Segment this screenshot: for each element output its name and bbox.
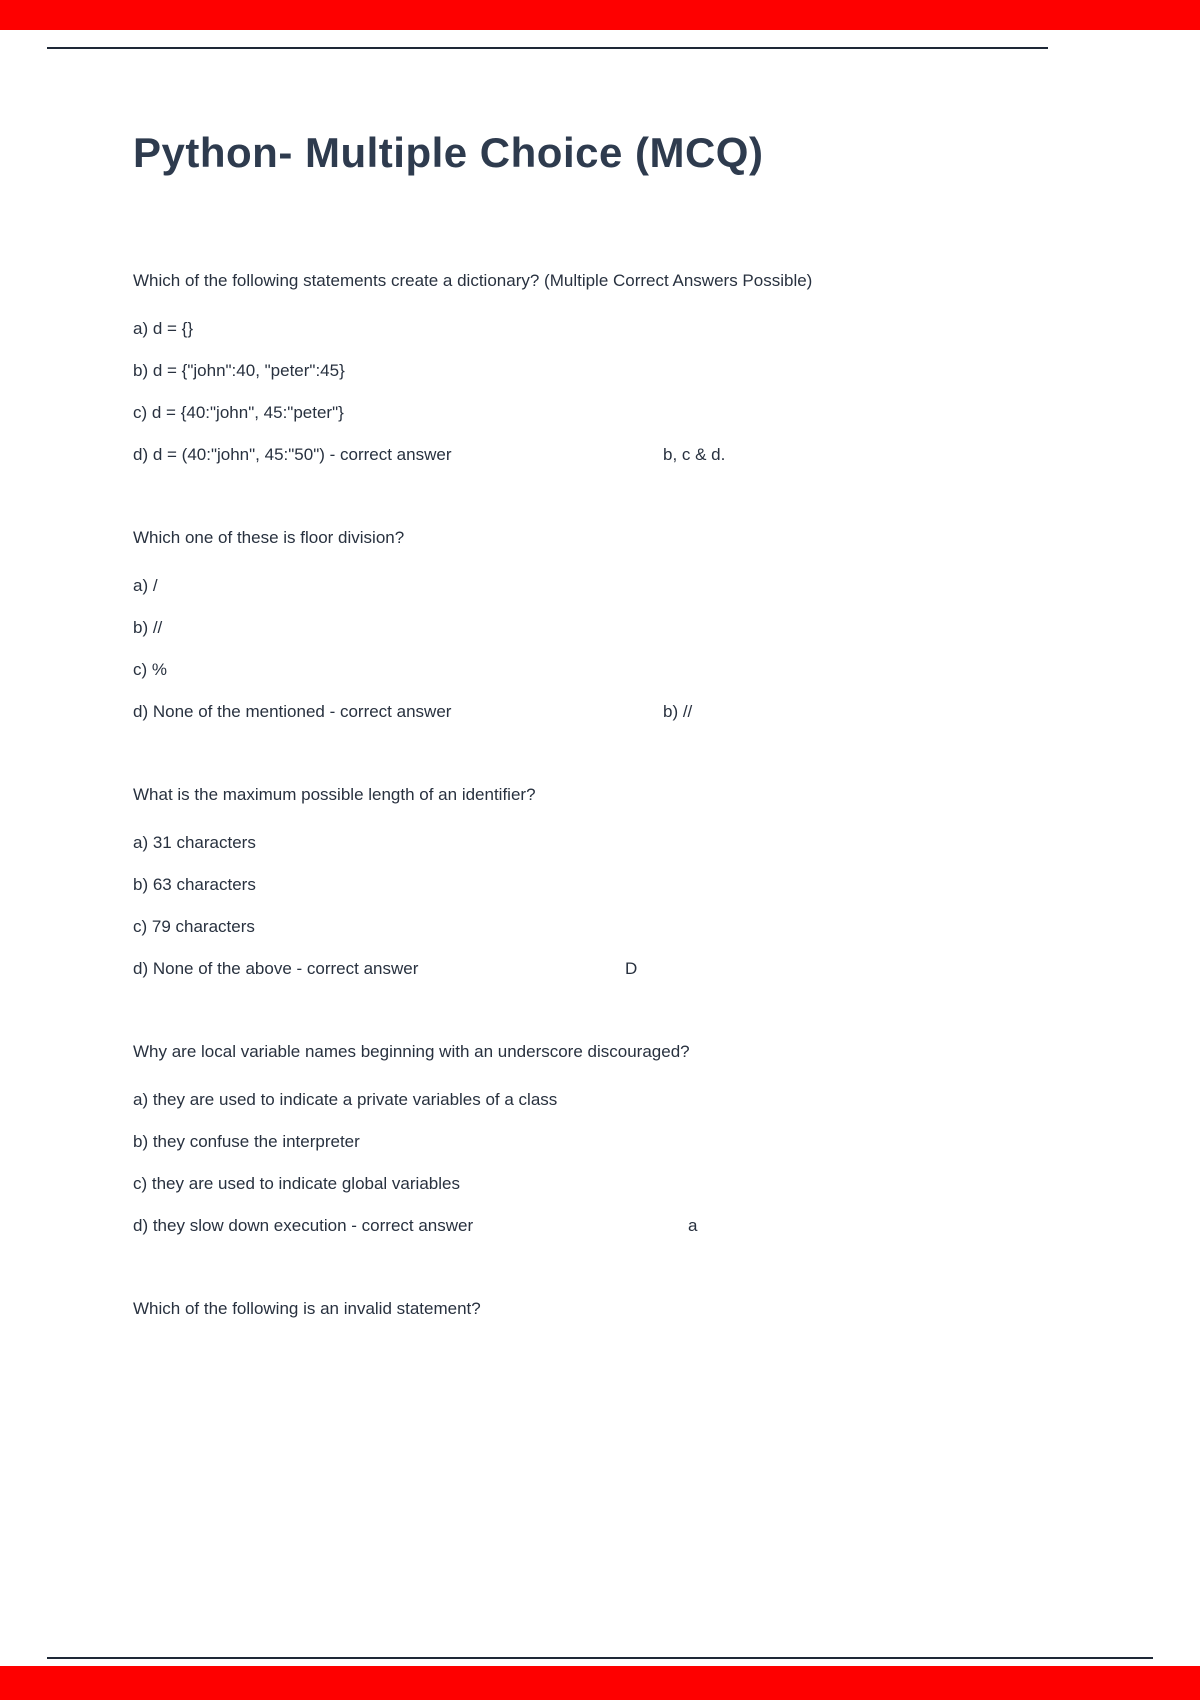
option-text: d) d = (40:"john", 45:"50") - correct answer xyxy=(133,445,452,464)
question-prompt: Which of the following is an invalid statement? xyxy=(133,1299,481,1318)
option-line: c) 79 characters xyxy=(133,917,255,936)
option-line: a) 31 characters xyxy=(133,833,256,852)
option-line: b) d = {"john":40, "peter":45} xyxy=(133,361,345,380)
option-line xyxy=(133,700,1067,724)
option-text: d) None of the mentioned - correct answer xyxy=(133,702,452,721)
option-line xyxy=(133,443,1067,467)
option-line: a) / xyxy=(133,576,158,595)
question-prompt: What is the maximum possible length of an identifier? xyxy=(133,785,536,804)
answer-text: a xyxy=(688,1216,698,1235)
question-block-4 xyxy=(133,1040,1067,1238)
question-prompt: Which of the following statements create a dictionary? (Multiple Correct Answers Possible) xyxy=(133,271,813,290)
option-text: d) they slow down execution - correct answer xyxy=(133,1216,474,1235)
option-line: a) d = {} xyxy=(133,319,194,338)
option-line: b) 63 characters xyxy=(133,875,256,894)
option-line: a) they are used to indicate a private variables of a class xyxy=(133,1090,558,1109)
bottom-red-bar xyxy=(0,1666,1200,1700)
option-line: c) d = {40:"john", 45:"peter"} xyxy=(133,403,344,422)
option-line xyxy=(133,1214,1067,1238)
question-prompt: Why are local variable names beginning with an underscore discouraged? xyxy=(133,1042,690,1061)
option-line: c) they are used to indicate global variables xyxy=(133,1174,460,1193)
option-line: b) they confuse the interpreter xyxy=(133,1132,360,1151)
question-block-5 xyxy=(133,1297,1067,1321)
option-line xyxy=(133,957,1067,981)
page-title: Python- Multiple Choice (MCQ) xyxy=(133,129,764,176)
option-text: d) None of the above - correct answer xyxy=(133,959,419,978)
question-block-3 xyxy=(133,783,1067,981)
answer-text: D xyxy=(625,959,638,978)
answer-text: b) // xyxy=(663,702,693,721)
question-block-1 xyxy=(133,269,1067,467)
question-prompt: Which one of these is floor division? xyxy=(133,528,405,547)
option-line: c) % xyxy=(133,660,167,679)
option-line: b) // xyxy=(133,618,163,637)
question-block-2 xyxy=(133,526,1067,724)
bottom-horizontal-rule xyxy=(47,1657,1153,1659)
answer-text: b, c & d. xyxy=(663,445,726,464)
